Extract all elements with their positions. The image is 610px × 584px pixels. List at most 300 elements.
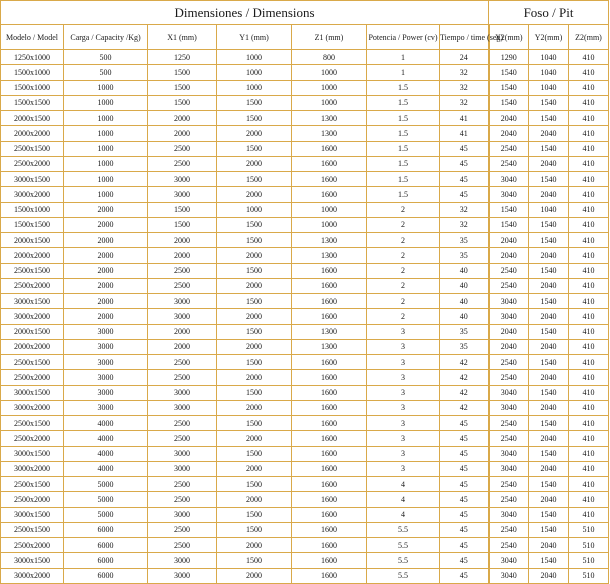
table-row bbox=[1, 431, 609, 446]
cell-z1: 1600 bbox=[292, 187, 367, 202]
cell-z1: 1300 bbox=[292, 324, 367, 339]
cell-x1: 1250 bbox=[148, 50, 217, 65]
cell-model: 3000x2000 bbox=[1, 568, 64, 583]
cell-z2: 410 bbox=[569, 172, 609, 187]
cell-model: 3000x2000 bbox=[1, 187, 64, 202]
cell-y1: 1500 bbox=[217, 95, 292, 110]
cell-y1: 2000 bbox=[217, 248, 292, 263]
cell-z2: 410 bbox=[569, 416, 609, 431]
table-row bbox=[1, 568, 609, 583]
cell-x2: 3040 bbox=[489, 461, 529, 476]
cell-power: 5.5 bbox=[367, 522, 440, 537]
cell-x2: 1540 bbox=[489, 95, 529, 110]
cell-time: 45 bbox=[440, 187, 489, 202]
cell-y1: 2000 bbox=[217, 156, 292, 171]
cell-model: 2500x2000 bbox=[1, 278, 64, 293]
cell-x2: 1540 bbox=[489, 217, 529, 232]
cell-y1: 2000 bbox=[217, 538, 292, 553]
table-row bbox=[1, 126, 609, 141]
cell-capacity: 2000 bbox=[64, 233, 148, 248]
cell-y2: 1540 bbox=[529, 111, 569, 126]
cell-z2: 410 bbox=[569, 50, 609, 65]
cell-capacity: 3000 bbox=[64, 385, 148, 400]
cell-z2: 410 bbox=[569, 339, 609, 354]
cell-z1: 1600 bbox=[292, 309, 367, 324]
cell-x2: 2540 bbox=[489, 278, 529, 293]
cell-y2: 2040 bbox=[529, 156, 569, 171]
cell-capacity: 3000 bbox=[64, 370, 148, 385]
cell-x2: 3040 bbox=[489, 294, 529, 309]
cell-power: 1.5 bbox=[367, 95, 440, 110]
cell-z2: 410 bbox=[569, 202, 609, 217]
cell-model: 3000x1500 bbox=[1, 507, 64, 522]
cell-capacity: 500 bbox=[64, 50, 148, 65]
cell-time: 45 bbox=[440, 156, 489, 171]
cell-model: 2500x2000 bbox=[1, 431, 64, 446]
cell-z2: 410 bbox=[569, 156, 609, 171]
cell-power: 3 bbox=[367, 431, 440, 446]
cell-y1: 1500 bbox=[217, 507, 292, 522]
col-x2: X2(mm) bbox=[489, 25, 529, 50]
cell-time: 45 bbox=[440, 461, 489, 476]
cell-model: 3000x1500 bbox=[1, 294, 64, 309]
col-z2: Z2(mm) bbox=[569, 25, 609, 50]
cell-z2: 410 bbox=[569, 278, 609, 293]
cell-time: 32 bbox=[440, 95, 489, 110]
cell-time: 45 bbox=[440, 538, 489, 553]
cell-capacity: 1000 bbox=[64, 80, 148, 95]
cell-time: 45 bbox=[440, 172, 489, 187]
table-row bbox=[1, 461, 609, 476]
cell-x2: 3040 bbox=[489, 309, 529, 324]
table-row bbox=[1, 446, 609, 461]
cell-x1: 2500 bbox=[148, 477, 217, 492]
cell-x2: 2040 bbox=[489, 111, 529, 126]
cell-y2: 2040 bbox=[529, 400, 569, 415]
cell-capacity: 2000 bbox=[64, 202, 148, 217]
table-body bbox=[1, 50, 609, 584]
cell-capacity: 1000 bbox=[64, 126, 148, 141]
cell-z1: 1600 bbox=[292, 355, 367, 370]
table-row bbox=[1, 339, 609, 354]
cell-capacity: 6000 bbox=[64, 538, 148, 553]
cell-z1: 1000 bbox=[292, 80, 367, 95]
table-row bbox=[1, 156, 609, 171]
cell-time: 42 bbox=[440, 355, 489, 370]
cell-y2: 2040 bbox=[529, 339, 569, 354]
cell-model: 2500x2000 bbox=[1, 492, 64, 507]
cell-power: 3 bbox=[367, 400, 440, 415]
table-row bbox=[1, 65, 609, 80]
cell-y2: 1540 bbox=[529, 477, 569, 492]
table-row bbox=[1, 309, 609, 324]
cell-model: 3000x2000 bbox=[1, 461, 64, 476]
cell-y2: 1540 bbox=[529, 172, 569, 187]
cell-z1: 1600 bbox=[292, 553, 367, 568]
cell-time: 35 bbox=[440, 324, 489, 339]
cell-y1: 1500 bbox=[217, 477, 292, 492]
table-row bbox=[1, 95, 609, 110]
cell-x1: 2500 bbox=[148, 522, 217, 537]
col-power: Potencia / Power (cv) bbox=[367, 25, 440, 50]
cell-time: 41 bbox=[440, 126, 489, 141]
cell-y1: 1500 bbox=[217, 263, 292, 278]
cell-x2: 3040 bbox=[489, 568, 529, 583]
col-y2: Y2(mm) bbox=[529, 25, 569, 50]
table-row bbox=[1, 522, 609, 537]
cell-y1: 1000 bbox=[217, 65, 292, 80]
table-row bbox=[1, 80, 609, 95]
cell-x1: 3000 bbox=[148, 461, 217, 476]
cell-z1: 1300 bbox=[292, 248, 367, 263]
cell-time: 35 bbox=[440, 339, 489, 354]
cell-z1: 1600 bbox=[292, 156, 367, 171]
cell-x1: 2000 bbox=[148, 126, 217, 141]
cell-z2: 410 bbox=[569, 141, 609, 156]
cell-time: 42 bbox=[440, 400, 489, 415]
cell-model: 2000x1500 bbox=[1, 324, 64, 339]
cell-y1: 1500 bbox=[217, 233, 292, 248]
cell-y1: 1500 bbox=[217, 416, 292, 431]
cell-capacity: 1000 bbox=[64, 141, 148, 156]
cell-capacity: 1000 bbox=[64, 172, 148, 187]
col-model: Modelo / Model bbox=[1, 25, 64, 50]
cell-x2: 3040 bbox=[489, 446, 529, 461]
cell-z1: 1600 bbox=[292, 568, 367, 583]
cell-capacity: 6000 bbox=[64, 522, 148, 537]
cell-x2: 2540 bbox=[489, 431, 529, 446]
cell-model: 1500x1500 bbox=[1, 217, 64, 232]
cell-x1: 3000 bbox=[148, 400, 217, 415]
col-z1: Z1 (mm) bbox=[292, 25, 367, 50]
cell-y1: 2000 bbox=[217, 568, 292, 583]
cell-time: 32 bbox=[440, 217, 489, 232]
cell-x1: 2000 bbox=[148, 248, 217, 263]
cell-capacity: 3000 bbox=[64, 339, 148, 354]
cell-y2: 2040 bbox=[529, 309, 569, 324]
cell-x1: 2000 bbox=[148, 233, 217, 248]
cell-z1: 1600 bbox=[292, 400, 367, 415]
table-row bbox=[1, 187, 609, 202]
cell-x2: 2040 bbox=[489, 126, 529, 141]
cell-y1: 1500 bbox=[217, 172, 292, 187]
table-row bbox=[1, 263, 609, 278]
cell-power: 2 bbox=[367, 202, 440, 217]
cell-z2: 410 bbox=[569, 309, 609, 324]
cell-power: 5.5 bbox=[367, 538, 440, 553]
cell-z2: 410 bbox=[569, 446, 609, 461]
cell-power: 2 bbox=[367, 294, 440, 309]
cell-z2: 410 bbox=[569, 111, 609, 126]
cell-model: 2000x1500 bbox=[1, 233, 64, 248]
cell-x1: 3000 bbox=[148, 507, 217, 522]
table-row bbox=[1, 278, 609, 293]
table-row bbox=[1, 416, 609, 431]
cell-z2: 410 bbox=[569, 80, 609, 95]
table-row bbox=[1, 370, 609, 385]
cell-y2: 1040 bbox=[529, 80, 569, 95]
cell-model: 1500x1000 bbox=[1, 80, 64, 95]
table-row bbox=[1, 538, 609, 553]
cell-time: 45 bbox=[440, 141, 489, 156]
table-row bbox=[1, 248, 609, 263]
cell-x1: 1500 bbox=[148, 65, 217, 80]
table-row bbox=[1, 141, 609, 156]
cell-model: 2500x1500 bbox=[1, 141, 64, 156]
cell-y2: 1540 bbox=[529, 553, 569, 568]
cell-z2: 410 bbox=[569, 217, 609, 232]
cell-capacity: 5000 bbox=[64, 492, 148, 507]
cell-power: 1.5 bbox=[367, 141, 440, 156]
cell-power: 2 bbox=[367, 233, 440, 248]
cell-y2: 2040 bbox=[529, 492, 569, 507]
cell-model: 3000x2000 bbox=[1, 309, 64, 324]
cell-power: 1.5 bbox=[367, 126, 440, 141]
cell-z1: 1600 bbox=[292, 263, 367, 278]
table-row bbox=[1, 233, 609, 248]
cell-z1: 1600 bbox=[292, 416, 367, 431]
cell-z2: 410 bbox=[569, 461, 609, 476]
cell-y1: 2000 bbox=[217, 309, 292, 324]
cell-capacity: 500 bbox=[64, 65, 148, 80]
cell-capacity: 4000 bbox=[64, 416, 148, 431]
cell-y2: 1540 bbox=[529, 324, 569, 339]
cell-time: 40 bbox=[440, 309, 489, 324]
cell-capacity: 2000 bbox=[64, 263, 148, 278]
cell-x2: 1540 bbox=[489, 80, 529, 95]
cell-time: 35 bbox=[440, 248, 489, 263]
table-row bbox=[1, 477, 609, 492]
cell-z2: 410 bbox=[569, 492, 609, 507]
table-row bbox=[1, 294, 609, 309]
cell-x2: 2540 bbox=[489, 416, 529, 431]
cell-x1: 2500 bbox=[148, 538, 217, 553]
cell-x2: 3040 bbox=[489, 172, 529, 187]
cell-power: 3 bbox=[367, 339, 440, 354]
cell-time: 45 bbox=[440, 492, 489, 507]
cell-capacity: 1000 bbox=[64, 95, 148, 110]
cell-z2: 410 bbox=[569, 263, 609, 278]
cell-capacity: 5000 bbox=[64, 507, 148, 522]
cell-y1: 1500 bbox=[217, 446, 292, 461]
cell-model: 3000x1500 bbox=[1, 385, 64, 400]
cell-y2: 1540 bbox=[529, 233, 569, 248]
cell-z1: 1600 bbox=[292, 278, 367, 293]
cell-time: 35 bbox=[440, 233, 489, 248]
cell-z2: 410 bbox=[569, 431, 609, 446]
cell-y2: 1540 bbox=[529, 95, 569, 110]
cell-model: 1500x1500 bbox=[1, 95, 64, 110]
cell-model: 2500x1500 bbox=[1, 416, 64, 431]
cell-x2: 3040 bbox=[489, 400, 529, 415]
cell-power: 3 bbox=[367, 355, 440, 370]
cell-time: 42 bbox=[440, 370, 489, 385]
cell-y2: 2040 bbox=[529, 538, 569, 553]
cell-x1: 2500 bbox=[148, 355, 217, 370]
cell-x2: 2540 bbox=[489, 538, 529, 553]
cell-y2: 2040 bbox=[529, 126, 569, 141]
cell-model: 2500x1500 bbox=[1, 477, 64, 492]
cell-y1: 2000 bbox=[217, 461, 292, 476]
cell-y2: 2040 bbox=[529, 461, 569, 476]
cell-x2: 2540 bbox=[489, 156, 529, 171]
cell-time: 40 bbox=[440, 278, 489, 293]
cell-power: 1.5 bbox=[367, 80, 440, 95]
cell-capacity: 2000 bbox=[64, 278, 148, 293]
cell-power: 5.5 bbox=[367, 553, 440, 568]
cell-time: 42 bbox=[440, 385, 489, 400]
cell-time: 45 bbox=[440, 568, 489, 583]
cell-x2: 2540 bbox=[489, 492, 529, 507]
cell-z2: 410 bbox=[569, 385, 609, 400]
cell-x1: 2000 bbox=[148, 111, 217, 126]
cell-y1: 1000 bbox=[217, 50, 292, 65]
cell-model: 2000x1500 bbox=[1, 111, 64, 126]
cell-y1: 2000 bbox=[217, 126, 292, 141]
cell-power: 3 bbox=[367, 461, 440, 476]
cell-z1: 1300 bbox=[292, 126, 367, 141]
cell-y1: 1500 bbox=[217, 522, 292, 537]
cell-x2: 2040 bbox=[489, 233, 529, 248]
cell-time: 32 bbox=[440, 80, 489, 95]
cell-z1: 800 bbox=[292, 50, 367, 65]
cell-z1: 1600 bbox=[292, 446, 367, 461]
cell-time: 45 bbox=[440, 522, 489, 537]
cell-power: 1 bbox=[367, 50, 440, 65]
cell-z2: 410 bbox=[569, 126, 609, 141]
table-row bbox=[1, 355, 609, 370]
cell-power: 5.5 bbox=[367, 568, 440, 583]
cell-y2: 1540 bbox=[529, 141, 569, 156]
cell-capacity: 1000 bbox=[64, 111, 148, 126]
cell-model: 2500x1500 bbox=[1, 263, 64, 278]
cell-x2: 1290 bbox=[489, 50, 529, 65]
table-row bbox=[1, 202, 609, 217]
cell-z1: 1000 bbox=[292, 202, 367, 217]
cell-model: 3000x1500 bbox=[1, 553, 64, 568]
cell-y2: 1540 bbox=[529, 217, 569, 232]
cell-x1: 2500 bbox=[148, 156, 217, 171]
cell-y2: 2040 bbox=[529, 278, 569, 293]
cell-time: 32 bbox=[440, 65, 489, 80]
cell-power: 3 bbox=[367, 416, 440, 431]
cell-capacity: 2000 bbox=[64, 217, 148, 232]
cell-z1: 1600 bbox=[292, 370, 367, 385]
cell-time: 45 bbox=[440, 431, 489, 446]
cell-x2: 3040 bbox=[489, 385, 529, 400]
cell-power: 1.5 bbox=[367, 187, 440, 202]
cell-time: 32 bbox=[440, 202, 489, 217]
cell-time: 45 bbox=[440, 553, 489, 568]
table-row bbox=[1, 553, 609, 568]
cell-y2: 2040 bbox=[529, 187, 569, 202]
cell-z2: 410 bbox=[569, 187, 609, 202]
cell-x2: 3040 bbox=[489, 507, 529, 522]
cell-model: 2500x2000 bbox=[1, 370, 64, 385]
cell-z2: 410 bbox=[569, 65, 609, 80]
cell-x1: 2500 bbox=[148, 263, 217, 278]
cell-y1: 1500 bbox=[217, 141, 292, 156]
cell-y2: 2040 bbox=[529, 568, 569, 583]
cell-power: 4 bbox=[367, 477, 440, 492]
cell-x1: 2500 bbox=[148, 370, 217, 385]
cell-model: 2500x1500 bbox=[1, 522, 64, 537]
cell-model: 2500x1500 bbox=[1, 355, 64, 370]
cell-z2: 410 bbox=[569, 507, 609, 522]
group-header-row bbox=[1, 1, 609, 25]
cell-y2: 1540 bbox=[529, 294, 569, 309]
cell-time: 41 bbox=[440, 111, 489, 126]
table-row bbox=[1, 492, 609, 507]
cell-x2: 2040 bbox=[489, 339, 529, 354]
cell-power: 2 bbox=[367, 248, 440, 263]
cell-time: 24 bbox=[440, 50, 489, 65]
cell-z1: 1600 bbox=[292, 522, 367, 537]
cell-z2: 410 bbox=[569, 370, 609, 385]
cell-capacity: 3000 bbox=[64, 324, 148, 339]
cell-y2: 1540 bbox=[529, 507, 569, 522]
cell-model: 3000x2000 bbox=[1, 400, 64, 415]
table-row bbox=[1, 385, 609, 400]
cell-power: 3 bbox=[367, 385, 440, 400]
col-capacity: Carga / Capacity /Kg) bbox=[64, 25, 148, 50]
cell-z1: 1600 bbox=[292, 492, 367, 507]
cell-time: 45 bbox=[440, 507, 489, 522]
cell-power: 3 bbox=[367, 324, 440, 339]
cell-x2: 3040 bbox=[489, 553, 529, 568]
cell-power: 2 bbox=[367, 217, 440, 232]
cell-y2: 2040 bbox=[529, 248, 569, 263]
cell-x2: 3040 bbox=[489, 187, 529, 202]
pit-title: Foso / Pit bbox=[489, 1, 609, 25]
cell-model: 2500x2000 bbox=[1, 156, 64, 171]
cell-power: 3 bbox=[367, 370, 440, 385]
cell-power: 1.5 bbox=[367, 156, 440, 171]
cell-model: 1500x1000 bbox=[1, 202, 64, 217]
cell-x1: 2500 bbox=[148, 141, 217, 156]
cell-z1: 1600 bbox=[292, 538, 367, 553]
cell-capacity: 4000 bbox=[64, 461, 148, 476]
col-time: Tiempo / time (seg) bbox=[440, 25, 489, 50]
cell-capacity: 3000 bbox=[64, 400, 148, 415]
cell-power: 2 bbox=[367, 309, 440, 324]
cell-z2: 410 bbox=[569, 324, 609, 339]
cell-y2: 2040 bbox=[529, 370, 569, 385]
cell-z1: 1300 bbox=[292, 111, 367, 126]
cell-z2: 410 bbox=[569, 355, 609, 370]
cell-capacity: 1000 bbox=[64, 156, 148, 171]
cell-z2: 410 bbox=[569, 477, 609, 492]
cell-z2: 410 bbox=[569, 294, 609, 309]
cell-x1: 3000 bbox=[148, 446, 217, 461]
cell-power: 4 bbox=[367, 507, 440, 522]
cell-model: 3000x1500 bbox=[1, 172, 64, 187]
cell-y1: 1500 bbox=[217, 294, 292, 309]
cell-power: 4 bbox=[367, 492, 440, 507]
cell-y1: 1500 bbox=[217, 217, 292, 232]
cell-x1: 1500 bbox=[148, 80, 217, 95]
cell-z1: 1600 bbox=[292, 141, 367, 156]
cell-x1: 3000 bbox=[148, 172, 217, 187]
cell-z1: 1600 bbox=[292, 172, 367, 187]
cell-z2: 410 bbox=[569, 233, 609, 248]
cell-x1: 2500 bbox=[148, 416, 217, 431]
cell-x1: 1500 bbox=[148, 217, 217, 232]
cell-x2: 2540 bbox=[489, 141, 529, 156]
cell-y2: 1040 bbox=[529, 65, 569, 80]
cell-z2: 510 bbox=[569, 522, 609, 537]
cell-x1: 2500 bbox=[148, 278, 217, 293]
